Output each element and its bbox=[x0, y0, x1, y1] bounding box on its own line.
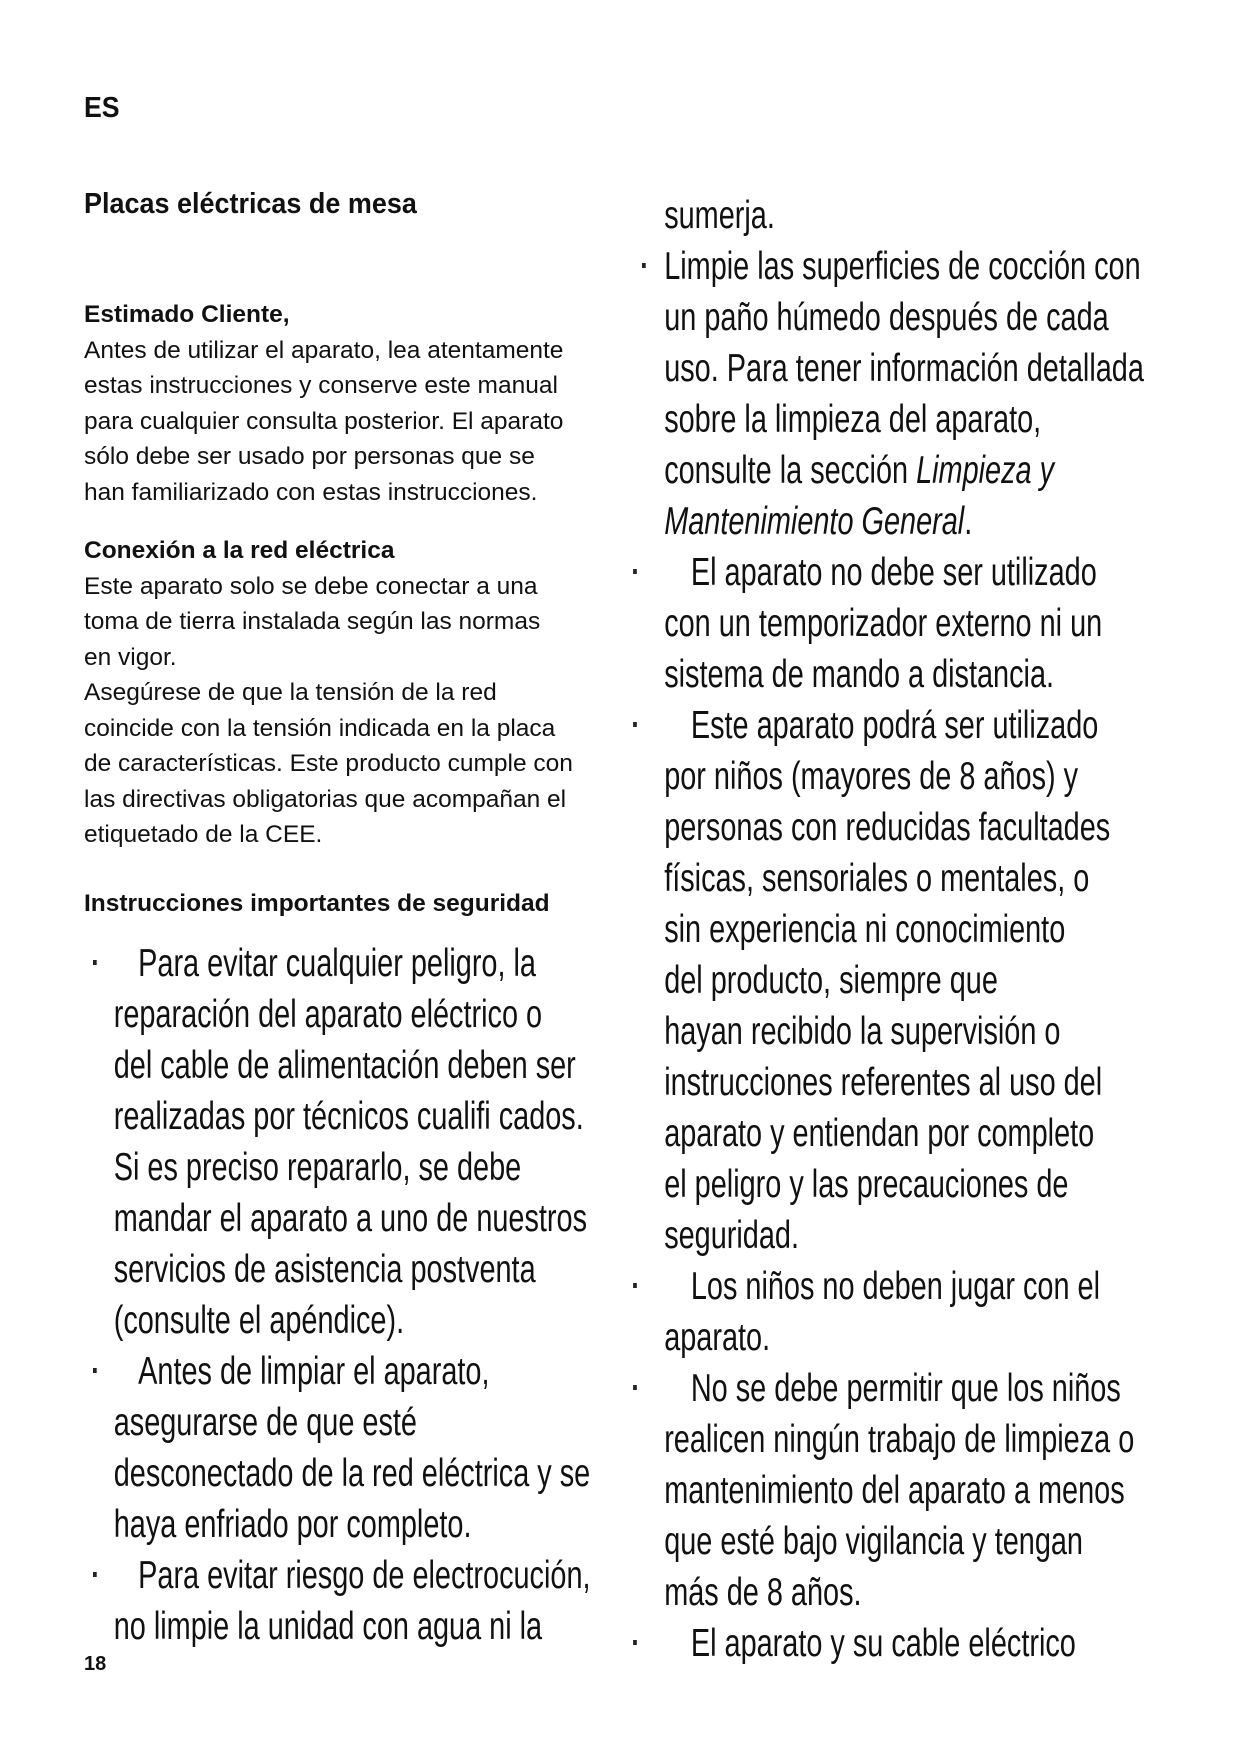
right-safety-list bbox=[642, 190, 1144, 1669]
safety-line: no limpie la unidad con agua ni la bbox=[113, 1605, 543, 1648]
connection-line: de características. Este producto cumple con bbox=[84, 750, 573, 777]
intro-line: estas instrucciones y conserve este manual bbox=[84, 372, 558, 399]
safety-line: No se debe permitir que los niños bbox=[690, 1367, 1121, 1410]
safety-line: El aparato y su cable eléctrico bbox=[690, 1622, 1076, 1665]
connection-line: etiquetado de la CEE. bbox=[84, 821, 323, 848]
safety-line: Antes de limpiar el aparato, bbox=[138, 1350, 490, 1393]
safety-line: mandar el aparato a uno de nuestros bbox=[113, 1197, 588, 1240]
safety-item bbox=[642, 547, 1144, 700]
safety-line: que esté bajo vigilancia y tengan bbox=[664, 1520, 1083, 1563]
connection-line: toma de tierra instalada según las normas bbox=[84, 608, 541, 635]
intro-line: para cualquier consulta posterior. El aparato bbox=[84, 407, 564, 435]
safety-line: un paño húmedo después de cada bbox=[664, 296, 1109, 339]
safety-line bbox=[642, 496, 1144, 547]
bullet-icon bbox=[642, 263, 646, 268]
safety-line: más de 8 años. bbox=[664, 1571, 862, 1614]
safety-line: por niños (mayores de 8 años) y bbox=[664, 755, 1079, 798]
left-intro-column bbox=[84, 297, 644, 921]
safety-line: realizadas por técnicos cualifi cados. bbox=[113, 1095, 584, 1138]
safety-line: sin experiencia ni conocimiento bbox=[664, 908, 1066, 951]
safety-line: desconectado de la red eléctrica y se bbox=[113, 1452, 591, 1495]
connection-line: las directivas obligatorias que acompañan el bbox=[84, 785, 567, 813]
bullet-icon bbox=[633, 1385, 637, 1390]
safety-line: realicen ningún trabajo de limpieza o bbox=[664, 1418, 1135, 1461]
safety-line: reparación del aparato eléctrico o bbox=[113, 993, 543, 1036]
intro-line: sólo debe ser usado por personas que se bbox=[84, 443, 535, 470]
safety-line: aparato y entiendan por completo bbox=[664, 1112, 1095, 1155]
safety-line: el peligro y las precauciones de bbox=[664, 1163, 1069, 1206]
safety-line: sobre la limpieza del aparato, bbox=[664, 398, 1042, 441]
bullet-icon bbox=[633, 1640, 637, 1645]
connection-line: en vigor. bbox=[84, 643, 177, 671]
safety-line: (consulte el apéndice). bbox=[113, 1299, 405, 1342]
safety-line: Para evitar cualquier peligro, la bbox=[138, 942, 536, 985]
safety-line: servicios de asistencia postventa bbox=[113, 1248, 536, 1291]
safety-item bbox=[93, 938, 591, 1346]
safety-line: uso. Para tener información detallada bbox=[664, 347, 1144, 390]
page-number: 18 bbox=[84, 1653, 107, 1675]
language-code: ES bbox=[84, 92, 120, 124]
safety-line: instrucciones referentes al uso del bbox=[664, 1061, 1103, 1104]
safety-item bbox=[93, 1346, 591, 1550]
safety-item bbox=[642, 1261, 1144, 1363]
safety-item bbox=[642, 700, 1144, 1261]
safety-line: Para evitar riesgo de electrocución, bbox=[138, 1554, 591, 1597]
safety-line bbox=[642, 445, 1144, 496]
intro-line: han familiarizado con estas instrucciones. bbox=[84, 478, 538, 506]
bullet-icon bbox=[93, 960, 97, 965]
connection-line: coincide con la tensión indicada en la placa bbox=[84, 714, 556, 742]
safety-item bbox=[93, 1550, 591, 1652]
section-reference: Mantenimiento General bbox=[664, 500, 965, 543]
safety-line: sistema de mando a distancia. bbox=[664, 653, 1055, 696]
safety-line: del cable de alimentación deben ser bbox=[113, 1044, 576, 1087]
bullet-icon bbox=[633, 1283, 637, 1288]
safety-line: personas con reducidas facultades bbox=[664, 806, 1111, 849]
safety-line: del producto, siempre que bbox=[664, 959, 998, 1002]
line-suffix: . bbox=[964, 500, 973, 543]
safety-line: mantenimiento del aparato a menos bbox=[664, 1469, 1125, 1512]
bullet-icon bbox=[93, 1368, 97, 1373]
connection-line: Asegúrese de que la tensión de la red bbox=[84, 679, 497, 706]
connection-heading: Conexión a la red eléctrica bbox=[84, 537, 395, 564]
safety-line: físicas, sensoriales o mentales, o bbox=[664, 857, 1090, 900]
safety-line: Este aparato podrá ser utilizado bbox=[690, 704, 1099, 747]
safety-item bbox=[642, 1363, 1144, 1618]
page-title: Placas eléctricas de mesa bbox=[84, 188, 417, 220]
safety-heading: Instrucciones importantes de seguridad bbox=[84, 889, 550, 917]
safety-line: hayan recibido la supervisión o bbox=[664, 1010, 1061, 1053]
safety-line: aparato. bbox=[664, 1316, 771, 1359]
connection-line: Este aparato solo se debe conectar a una bbox=[84, 572, 538, 600]
safety-item bbox=[642, 1618, 1144, 1669]
bullet-icon bbox=[633, 569, 637, 574]
safety-line: Si es preciso repararlo, se debe bbox=[113, 1146, 522, 1189]
safety-continuation: sumerja. bbox=[664, 194, 775, 237]
safety-line: con un temporizador externo ni un bbox=[664, 602, 1103, 645]
safety-line: Limpie las superficies de cocción con bbox=[664, 245, 1141, 288]
safety-line: asegurarse de que esté bbox=[113, 1401, 417, 1444]
left-safety-list bbox=[93, 938, 591, 1652]
safety-item bbox=[642, 241, 1144, 547]
line-prefix: consulte la sección bbox=[664, 449, 917, 492]
bullet-icon bbox=[633, 722, 637, 727]
safety-line: Los niños no deben jugar con el bbox=[690, 1265, 1101, 1308]
bullet-icon bbox=[93, 1572, 97, 1577]
safety-line: El aparato no debe ser utilizado bbox=[690, 551, 1097, 594]
intro-line: Antes de utilizar el aparato, lea atentamente bbox=[84, 336, 564, 364]
greeting-heading: Estimado Cliente, bbox=[84, 301, 290, 328]
section-reference: Limpieza y bbox=[916, 449, 1055, 492]
safety-line: haya enfriado por completo. bbox=[113, 1503, 472, 1546]
safety-line: seguridad. bbox=[664, 1214, 799, 1257]
